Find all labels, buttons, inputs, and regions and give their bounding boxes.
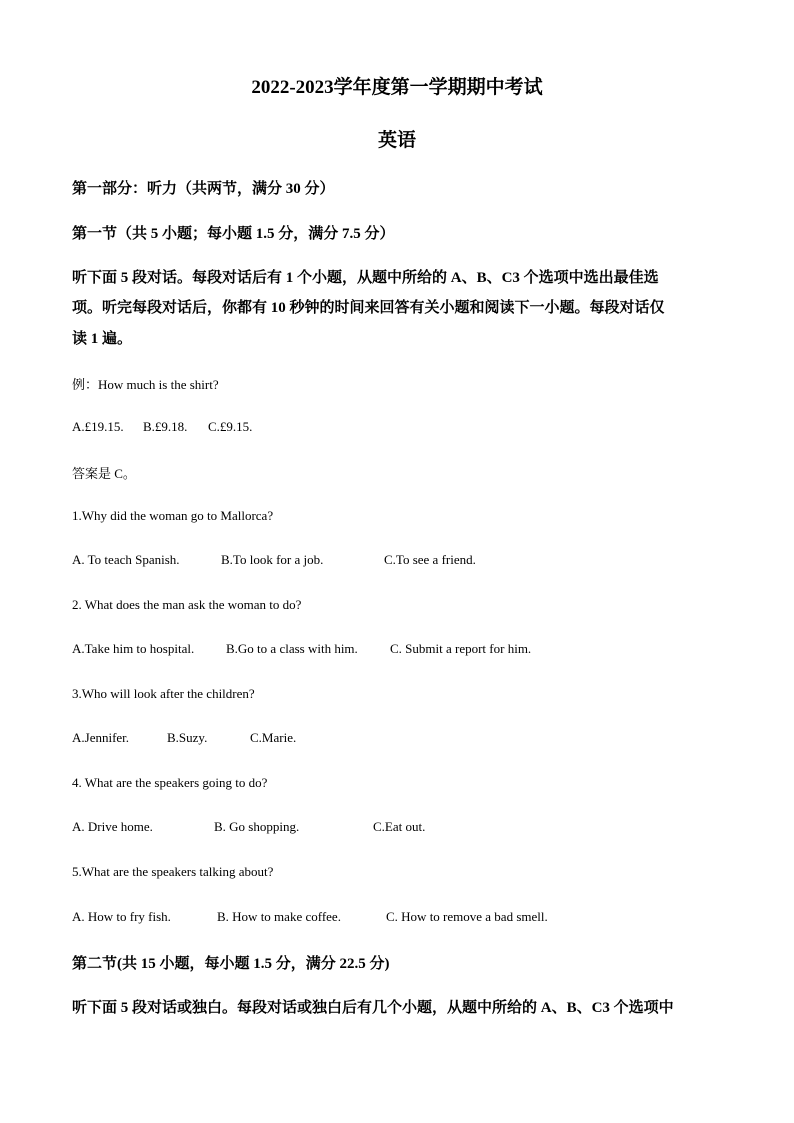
exam-title: 2022-2023学年度第一学期期中考试 [251, 77, 543, 98]
instruction-line-3: 读 1 遍。 [72, 331, 133, 347]
question-5: 5.What are the speakers talking about? [72, 864, 274, 879]
question-2: 2. What does the man ask the woman to do? [72, 597, 302, 612]
question-5-option-c: C. How to remove a bad smell. [386, 909, 548, 924]
question-2-option-b: B.Go to a class with him. [226, 641, 358, 656]
instruction-line-2: 项。听完每段对话后，你都有 10 秒钟的时间来回答有关小题和阅读下一小题。每段对话仅 [72, 300, 665, 316]
instruction-line-1: 听下面 5 段对话。每段对话后有 1 个小题，从题中所给的 A、B、C3 个选项中选出最佳选 [72, 270, 659, 286]
question-4-option-b: B. Go shopping. [214, 819, 300, 834]
subject-title: 英语 [377, 130, 416, 151]
question-3-option-c: C.Marie. [250, 730, 297, 745]
question-4: 4. What are the speakers going to do? [72, 775, 268, 790]
question-4-option-a: A. Drive home. [72, 819, 153, 834]
question-3-option-b: B.Suzy. [167, 730, 208, 745]
example-option-a: A.£19.15. [72, 419, 124, 434]
question-3-option-a: A.Jennifer. [72, 730, 130, 745]
question-2-option-c: C. Submit a report for him. [390, 641, 532, 656]
question-1-option-c: C.To see a friend. [384, 552, 476, 567]
question-4-option-c: C.Eat out. [373, 819, 426, 834]
question-5-option-a: A. How to fry fish. [72, 909, 171, 924]
example-answer: 答案是 C。 [72, 466, 136, 481]
example-question: 例：How much is the shirt? [72, 377, 219, 392]
example-option-c: C.£9.15. [208, 419, 253, 434]
question-5-option-b: B. How to make coffee. [217, 909, 341, 924]
question-1-option-a: A. To teach Spanish. [72, 552, 180, 567]
section1-heading: 第一节（共 5 小题；每小题 1.5 分，满分 7.5 分） [72, 226, 395, 242]
question-1-option-b: B.To look for a job. [221, 552, 324, 567]
section2-heading: 第二节(共 15 小题，每小题 1.5 分，满分 22.5 分) [72, 956, 390, 972]
section2-instruction: 听下面 5 段对话或独白。每段对话或独白后有几个小题，从题中所给的 A、B、C3 个选项中 [72, 1000, 674, 1016]
question-2-option-a: A.Take him to hospital. [72, 641, 195, 656]
example-option-b: B.£9.18. [143, 419, 188, 434]
question-1: 1.Why did the woman go to Mallorca? [72, 508, 274, 523]
part1-heading: 第一部分：听力（共两节，满分 30 分） [72, 181, 335, 197]
question-3: 3.Who will look after the children? [72, 686, 255, 701]
